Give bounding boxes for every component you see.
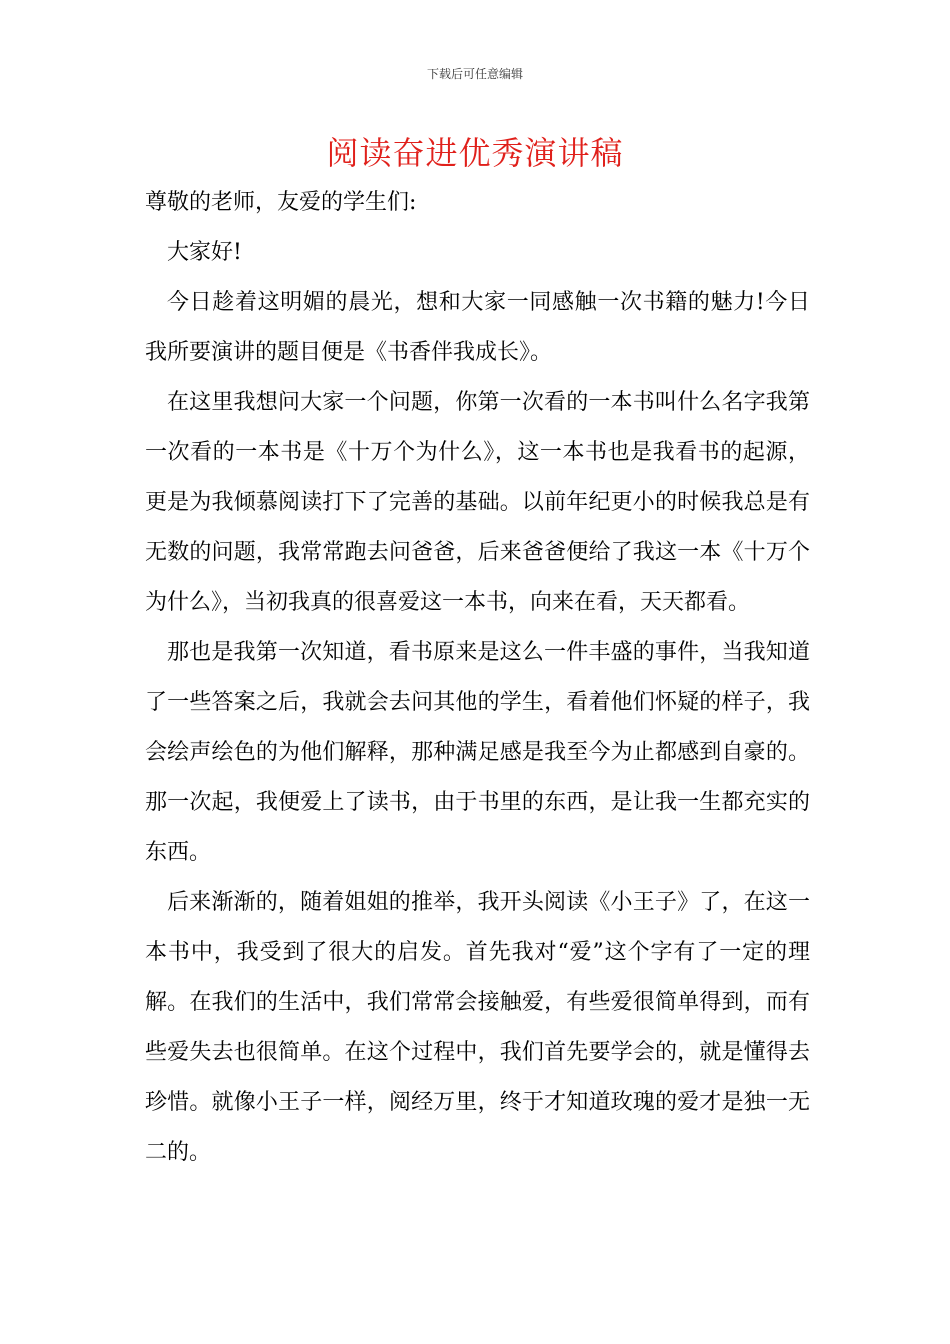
paragraph-first-book: 在这里我想问大家一个问题，你第一次看的一本书叫什么名字我第一次看的一本书是《十万个为什么》，这一本书也是我看书的起源，更是为我倾慕阅读打下了完善的基础。以前年纪更小的时候我总是有无数的问题，我常常跑去问爸爸，后来爸爸便给了我这一本《十万个为什么》，当初我真的很喜爱这一本书，向来在看，天天都看。	[145, 390, 810, 615]
paragraph-little-prince: 后来渐渐的，随着姐姐的推举，我开头阅读《小王子》了，在这一本书中，我受到了很大的启发。首先我对“爱”这个字有了一定的理解。在我们的生活中，我们常常会接触爱，有些爱很简单得到，而有些爱失去也很简单。在这个过程中，我们首先要学会的，就是懂得去珍惜。就像小王子一样，阅经万里，终于才知道玫瑰的爱才是独一无二的。	[145, 890, 810, 1165]
header-note: 下载后可任意编辑	[426, 67, 523, 81]
paragraph-greeting: 大家好!	[167, 240, 242, 265]
salutation: 尊敬的老师，友爱的学生们:	[145, 190, 417, 215]
document-body	[145, 178, 810, 1178]
paragraph-joy-of-reading: 那也是我第一次知道，看书原来是这么一件丰盛的事件，当我知道了一些答案之后，我就会去问其他的学生，看着他们怀疑的样子，我会绘声绘色的为他们解释，那种满足感是我至今为止都感到自豪的。那一次起，我便爱上了读书，由于书里的东西，是让我一生都充实的东西。	[145, 640, 810, 865]
paragraph-intro: 今日趁着这明媚的晨光，想和大家一同感触一次书籍的魅力!今日我所要演讲的题目便是《书香伴我成长》。	[145, 290, 810, 365]
document-title: 阅读奋进优秀演讲稿	[326, 134, 624, 172]
